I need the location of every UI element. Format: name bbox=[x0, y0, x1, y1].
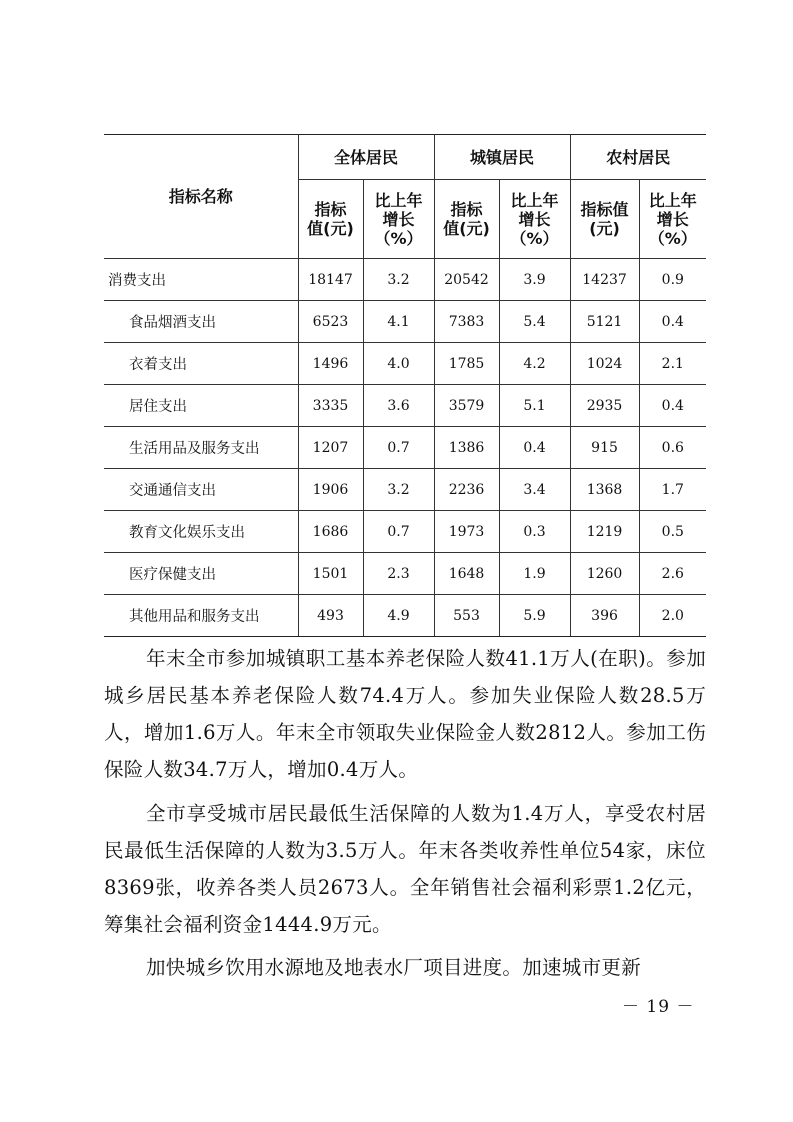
table-row bbox=[104, 553, 706, 595]
table-cell: 0.9 bbox=[639, 259, 706, 301]
table-cell: 4.9 bbox=[363, 595, 434, 637]
table-cell: 1906 bbox=[298, 469, 363, 511]
header-value-urban: 指标 值(元) bbox=[434, 180, 499, 259]
table-cell: 4.0 bbox=[363, 343, 434, 385]
table-cell: 2.6 bbox=[639, 553, 706, 595]
header-growth-urban: 比上年 增长 （%） bbox=[499, 180, 570, 259]
paragraph-social-welfare: 全市享受城市居民最低生活保障的人数为1.4万人，享受农村居民最低生活保障的人数为3.5万人。年末各类收养性单位54家，床位8369张，收养各类人员2673人。全年销售社会福利彩票1.2亿元，筹集社会福利资金1444.9万元。 bbox=[104, 802, 706, 936]
table-cell: 1501 bbox=[298, 553, 363, 595]
row-label: 食品烟酒支出 bbox=[104, 301, 298, 343]
table-cell: 553 bbox=[434, 595, 499, 637]
row-label: 衣着支出 bbox=[104, 343, 298, 385]
table-cell: 0.4 bbox=[499, 427, 570, 469]
header-growth-rural: 比上年 增长 （%） bbox=[639, 180, 706, 259]
table-cell: 2.1 bbox=[639, 343, 706, 385]
table-cell: 1496 bbox=[298, 343, 363, 385]
table-cell: 1648 bbox=[434, 553, 499, 595]
table-cell: 3.6 bbox=[363, 385, 434, 427]
table-row bbox=[104, 259, 706, 301]
table-cell: 5.9 bbox=[499, 595, 570, 637]
table-cell: 1368 bbox=[570, 469, 639, 511]
table-cell: 5.4 bbox=[499, 301, 570, 343]
row-label: 其他用品和服务支出 bbox=[104, 595, 298, 637]
table-row bbox=[104, 301, 706, 343]
row-label: 生活用品及服务支出 bbox=[104, 427, 298, 469]
header-all-residents: 全体居民 bbox=[298, 135, 434, 180]
row-label: 居住支出 bbox=[104, 385, 298, 427]
table-cell: 2236 bbox=[434, 469, 499, 511]
table-cell: 396 bbox=[570, 595, 639, 637]
table-cell: 20542 bbox=[434, 259, 499, 301]
table-cell: 915 bbox=[570, 427, 639, 469]
page-number: － 19 － bbox=[622, 997, 695, 1017]
paragraph-pension-insurance: 年末全市参加城镇职工基本养老保险人数41.1万人(在职)。参加城乡居民基本养老保险人数74.4万人。参加失业保险人数28.5万人，增加1.6万人。年末全市领取失业保险金人数2812人。参加工伤保险人数34.7万人，增加0.4万人。 bbox=[104, 647, 706, 781]
table-cell: 5.1 bbox=[499, 385, 570, 427]
table-cell: 2.3 bbox=[363, 553, 434, 595]
table-cell: 1.7 bbox=[639, 469, 706, 511]
table-cell: 14237 bbox=[570, 259, 639, 301]
table-cell: 1785 bbox=[434, 343, 499, 385]
header-value-rural: 指标值 (元) bbox=[570, 180, 639, 259]
table-cell: 3.9 bbox=[499, 259, 570, 301]
table-cell: 1219 bbox=[570, 511, 639, 553]
table-cell: 3335 bbox=[298, 385, 363, 427]
table-cell: 0.3 bbox=[499, 511, 570, 553]
table-cell: 5121 bbox=[570, 301, 639, 343]
table-row bbox=[104, 595, 706, 637]
table-cell: 7383 bbox=[434, 301, 499, 343]
table-cell: 1386 bbox=[434, 427, 499, 469]
table-cell: 2935 bbox=[570, 385, 639, 427]
table-cell: 1024 bbox=[570, 343, 639, 385]
table-cell: 4.1 bbox=[363, 301, 434, 343]
row-label: 消费支出 bbox=[104, 259, 298, 301]
header-growth-all: 比上年 增长 （%） bbox=[363, 180, 434, 259]
table-row bbox=[104, 343, 706, 385]
table-row bbox=[104, 427, 706, 469]
header-value-all: 指标 值(元) bbox=[298, 180, 363, 259]
table-cell: 18147 bbox=[298, 259, 363, 301]
table-cell: 0.7 bbox=[363, 427, 434, 469]
table-cell: 0.4 bbox=[639, 385, 706, 427]
table-cell: 0.4 bbox=[639, 301, 706, 343]
row-label: 医疗保健支出 bbox=[104, 553, 298, 595]
consumption-expenditure-table bbox=[104, 134, 706, 637]
table-cell: 3.2 bbox=[363, 259, 434, 301]
row-label: 教育文化娱乐支出 bbox=[104, 511, 298, 553]
table-cell: 1207 bbox=[298, 427, 363, 469]
table-cell: 1.9 bbox=[499, 553, 570, 595]
table-cell: 1686 bbox=[298, 511, 363, 553]
table-cell: 0.5 bbox=[639, 511, 706, 553]
table-row bbox=[104, 385, 706, 427]
table-row bbox=[104, 511, 706, 553]
row-label: 交通通信支出 bbox=[104, 469, 298, 511]
table-cell: 0.7 bbox=[363, 511, 434, 553]
table-row bbox=[104, 469, 706, 511]
table-cell: 3.4 bbox=[499, 469, 570, 511]
table-cell: 6523 bbox=[298, 301, 363, 343]
header-indicator-name: 指标名称 bbox=[104, 135, 298, 259]
paragraph-water-source: 加快城乡饮用水源地及地表水厂项目进度。加速城市更新 bbox=[146, 956, 642, 979]
header-urban-residents: 城镇居民 bbox=[434, 135, 570, 180]
table-cell: 4.2 bbox=[499, 343, 570, 385]
table-cell: 1973 bbox=[434, 511, 499, 553]
table-cell: 3579 bbox=[434, 385, 499, 427]
table-cell: 493 bbox=[298, 595, 363, 637]
table-cell: 3.2 bbox=[363, 469, 434, 511]
table-cell: 1260 bbox=[570, 553, 639, 595]
table-cell: 0.6 bbox=[639, 427, 706, 469]
table-cell: 2.0 bbox=[639, 595, 706, 637]
header-rural-residents: 农村居民 bbox=[570, 135, 706, 180]
